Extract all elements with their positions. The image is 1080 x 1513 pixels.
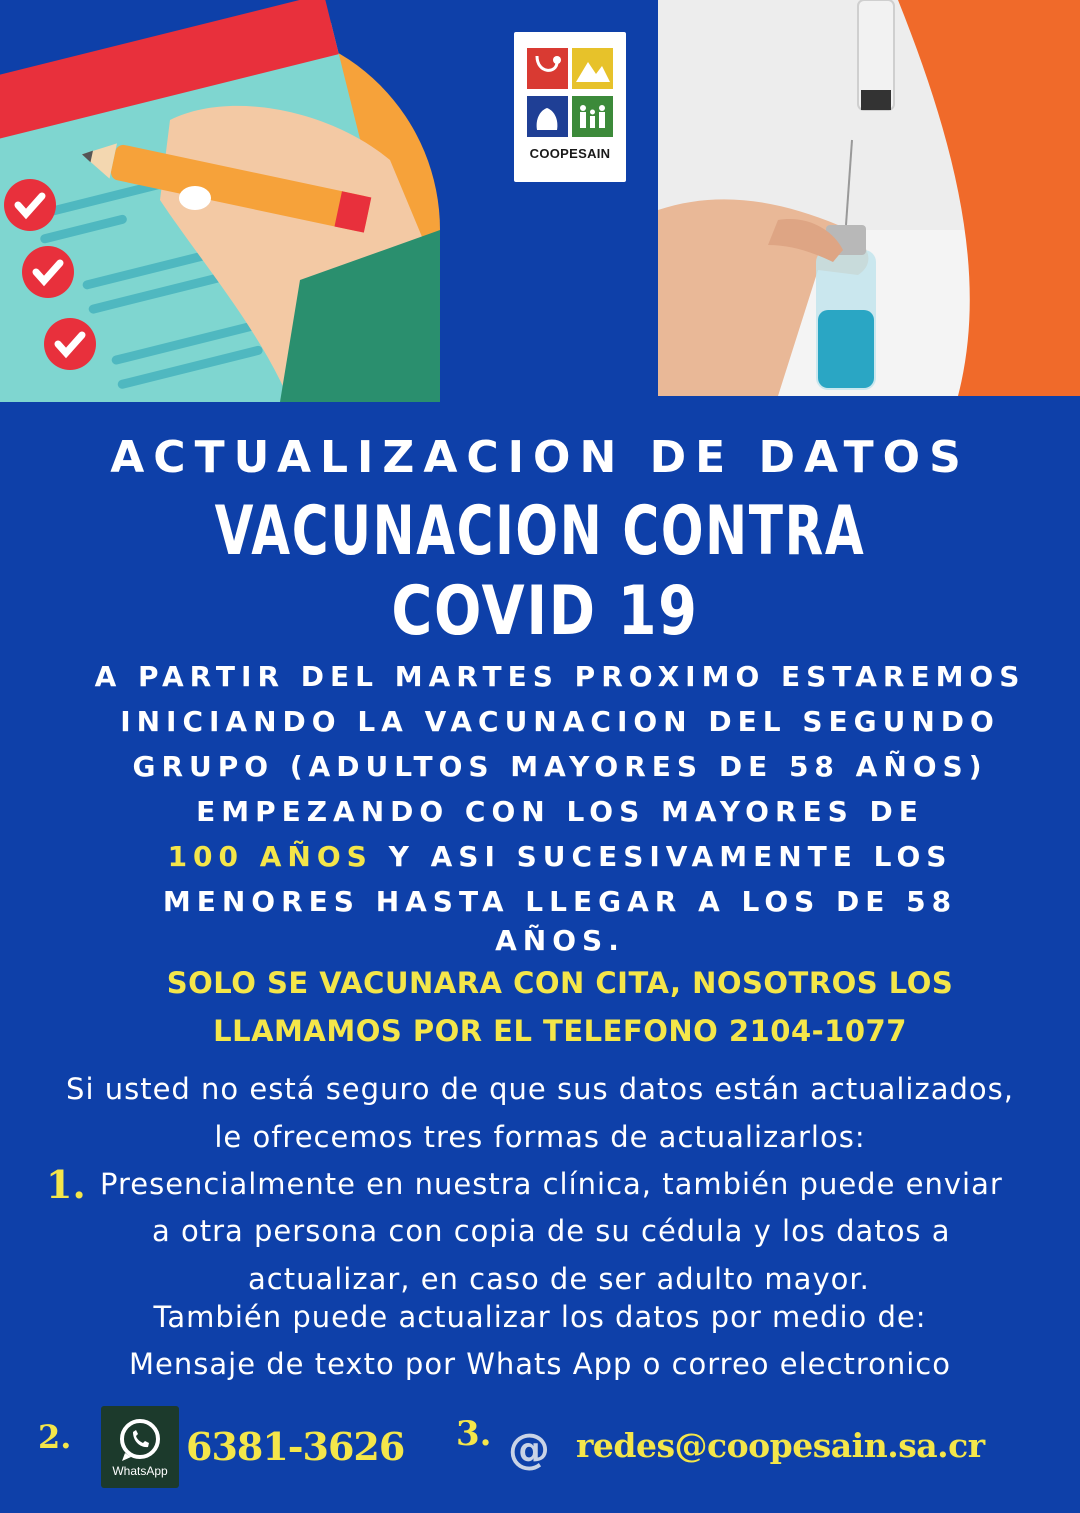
whatsapp-icon	[101, 1406, 179, 1488]
info-line: Si usted no está seguro de que sus datos están actualizados,	[66, 1072, 1014, 1106]
announcement-line: INICIANDO LA VACUNACION DEL SEGUNDO	[120, 705, 1000, 738]
announcement-line-rest: Y ASI SUCESIVAMENTE LOS	[372, 840, 953, 873]
option-1-line: a otra persona con copia de su cédula y los datos a	[152, 1214, 951, 1248]
stethoscope-icon	[527, 48, 569, 93]
logo-name: COOPESAIN	[529, 146, 611, 161]
vaccine-photo	[658, 0, 1080, 396]
info-line: le ofrecemos tres formas de actualizarlos:	[214, 1120, 866, 1154]
option-number-2: 2.	[38, 1418, 72, 1456]
announcement-line: GRUPO (ADULTOS MAYORES DE 58 AÑOS)	[132, 750, 988, 783]
heading-vaccination: VACUNACION CONTRA	[214, 492, 866, 571]
whatsapp-label: WhatsApp	[112, 1464, 168, 1478]
option-number-1: 1.	[46, 1162, 86, 1207]
email-address[interactable]: redes@coopesain.sa.cr	[576, 1426, 985, 1465]
announcement-line	[60, 834, 1060, 879]
heading-update-data: ACTUALIZACION DE DATOS	[110, 432, 970, 483]
announcement-line: EMPEZANDO CON LOS MAYORES DE	[196, 795, 924, 828]
heading-covid: COVID 19	[391, 572, 699, 651]
appointment-notice-line: SOLO SE VACUNARA CON CITA, NOSOTROS LOS	[166, 966, 954, 1000]
announcement-text	[60, 654, 1060, 963]
family-icon	[572, 96, 614, 141]
appointment-phone-line: LLAMAMOS POR EL TELEFONO 2104-1077	[213, 1014, 907, 1048]
announcement-line: A PARTIR DEL MARTES PROXIMO ESTAREMOS	[94, 660, 1026, 693]
option-1-line: Presencialmente en nuestra clínica, también puede enviar	[100, 1167, 1003, 1201]
coopesain-logo	[514, 32, 626, 182]
hands-icon	[527, 96, 569, 141]
at-icon: @	[508, 1424, 550, 1473]
announcement-line: MENORES HASTA LLEGAR A LOS DE 58	[162, 885, 958, 918]
mountain-icon	[572, 48, 614, 93]
info-line: También puede actualizar los datos por medio de:	[153, 1300, 927, 1334]
option-1-line: actualizar, en caso de ser adulto mayor.	[248, 1262, 870, 1296]
option-number-3: 3.	[456, 1414, 492, 1454]
info-line: Mensaje de texto por Whats App o correo electronico	[129, 1347, 951, 1381]
whatsapp-phone-number[interactable]: 6381-3626	[186, 1424, 405, 1469]
age-highlight: 100 AÑOS	[167, 840, 373, 873]
announcement-line: AÑOS.	[495, 924, 625, 957]
checklist-illustration	[0, 0, 440, 402]
